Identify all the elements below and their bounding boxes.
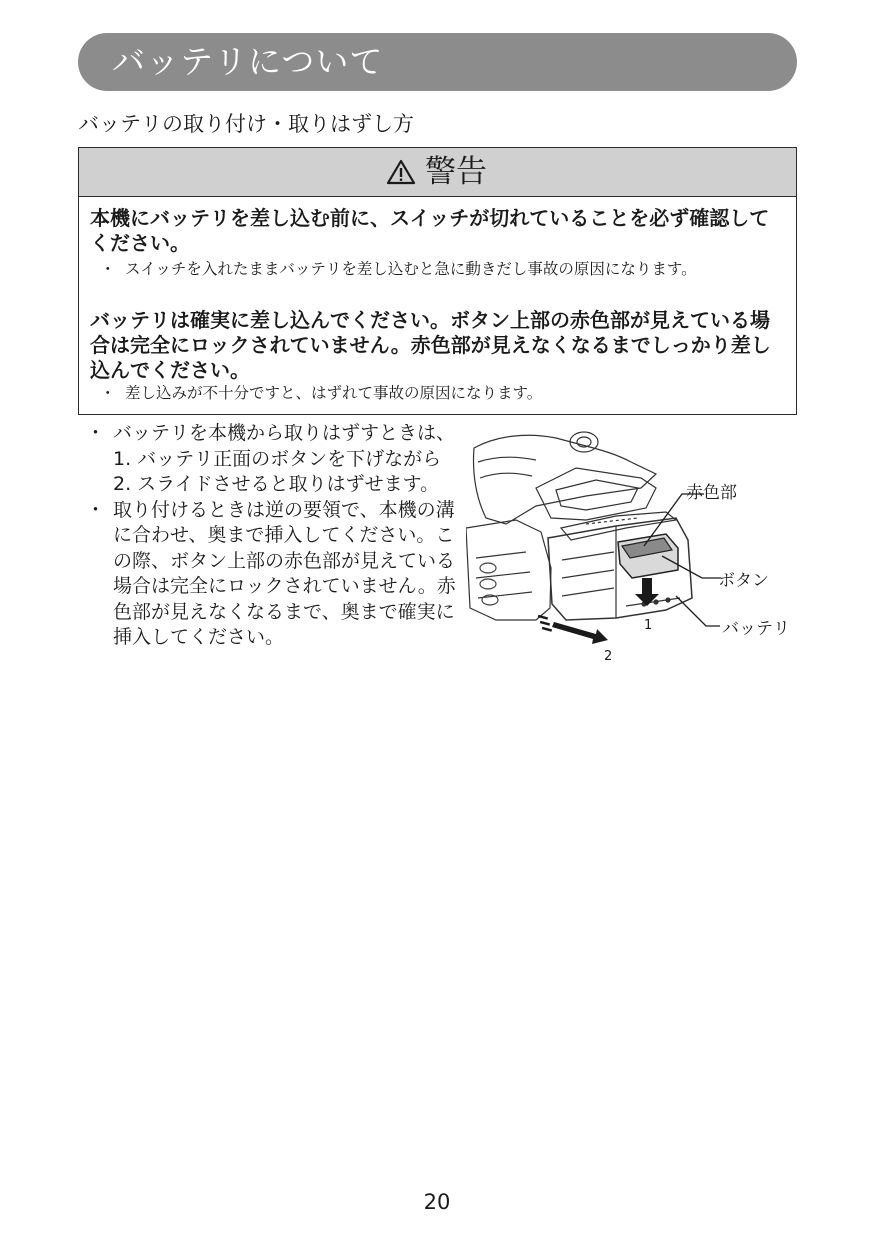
- arrow-label-2: 2: [604, 649, 613, 664]
- instructions-list: [86, 421, 458, 651]
- removal-instruction: [86, 421, 458, 498]
- arrow-label-1: 1: [644, 618, 653, 633]
- removal-step-2: 2. スライドさせると取りはずせます。: [113, 473, 440, 495]
- warning-item-text: バッテリは確実に差し込んでください。ボタン上部の赤色部が見えている場合は完全にロックされていません。赤色部が見えなくなるまでしっかり差し込んでください。: [90, 308, 771, 382]
- bullet: ・: [100, 260, 116, 278]
- battery-illustration: [466, 428, 796, 672]
- warning-header: [79, 148, 796, 197]
- warning-title: 警告: [425, 154, 487, 190]
- warning-note-text: スイッチを入れたままバッテリを差し込むと急に動きだし事故の原因になります。: [125, 260, 697, 278]
- removal-step-1: 1. バッテリ正面のボタンを下げながら: [113, 447, 442, 470]
- section-title-bar: [78, 33, 797, 91]
- page-number: 20: [423, 1190, 451, 1214]
- subheading: バッテリの取り付け・取りはずし方: [78, 112, 414, 136]
- warning-box: [78, 147, 797, 415]
- removal-intro: バッテリを本機から取りはずすときは、: [113, 422, 456, 444]
- install-instruction: [86, 498, 458, 651]
- warning-note-text: 差し込みが不十分ですと、はずれて事故の原因になります。: [125, 384, 543, 402]
- bullet: ・: [100, 384, 116, 402]
- bullet: ・: [86, 498, 106, 521]
- label-button: ボタン: [718, 571, 769, 591]
- label-red-part: 赤色部: [686, 483, 737, 503]
- section-title: バッテリについて: [112, 42, 384, 81]
- warning-icon: [386, 159, 416, 185]
- warning-item-note: [100, 382, 786, 404]
- warning-item-note: [100, 258, 786, 280]
- install-text: 取り付けるときは逆の要領で、本機の溝に合わせ、奥まで挿入してください。この際、ボタン上部の赤色部が見えている場合は完全にロックされていません。赤色部が見えなくなるまで、奥まで確実に挿入してください。: [113, 498, 456, 648]
- bullet: ・: [86, 422, 106, 444]
- warning-item-text: 本機にバッテリを差し込む前に、スイッチが切れていることを必ず確認してください。: [90, 206, 770, 255]
- label-battery: バッテリ: [722, 619, 790, 639]
